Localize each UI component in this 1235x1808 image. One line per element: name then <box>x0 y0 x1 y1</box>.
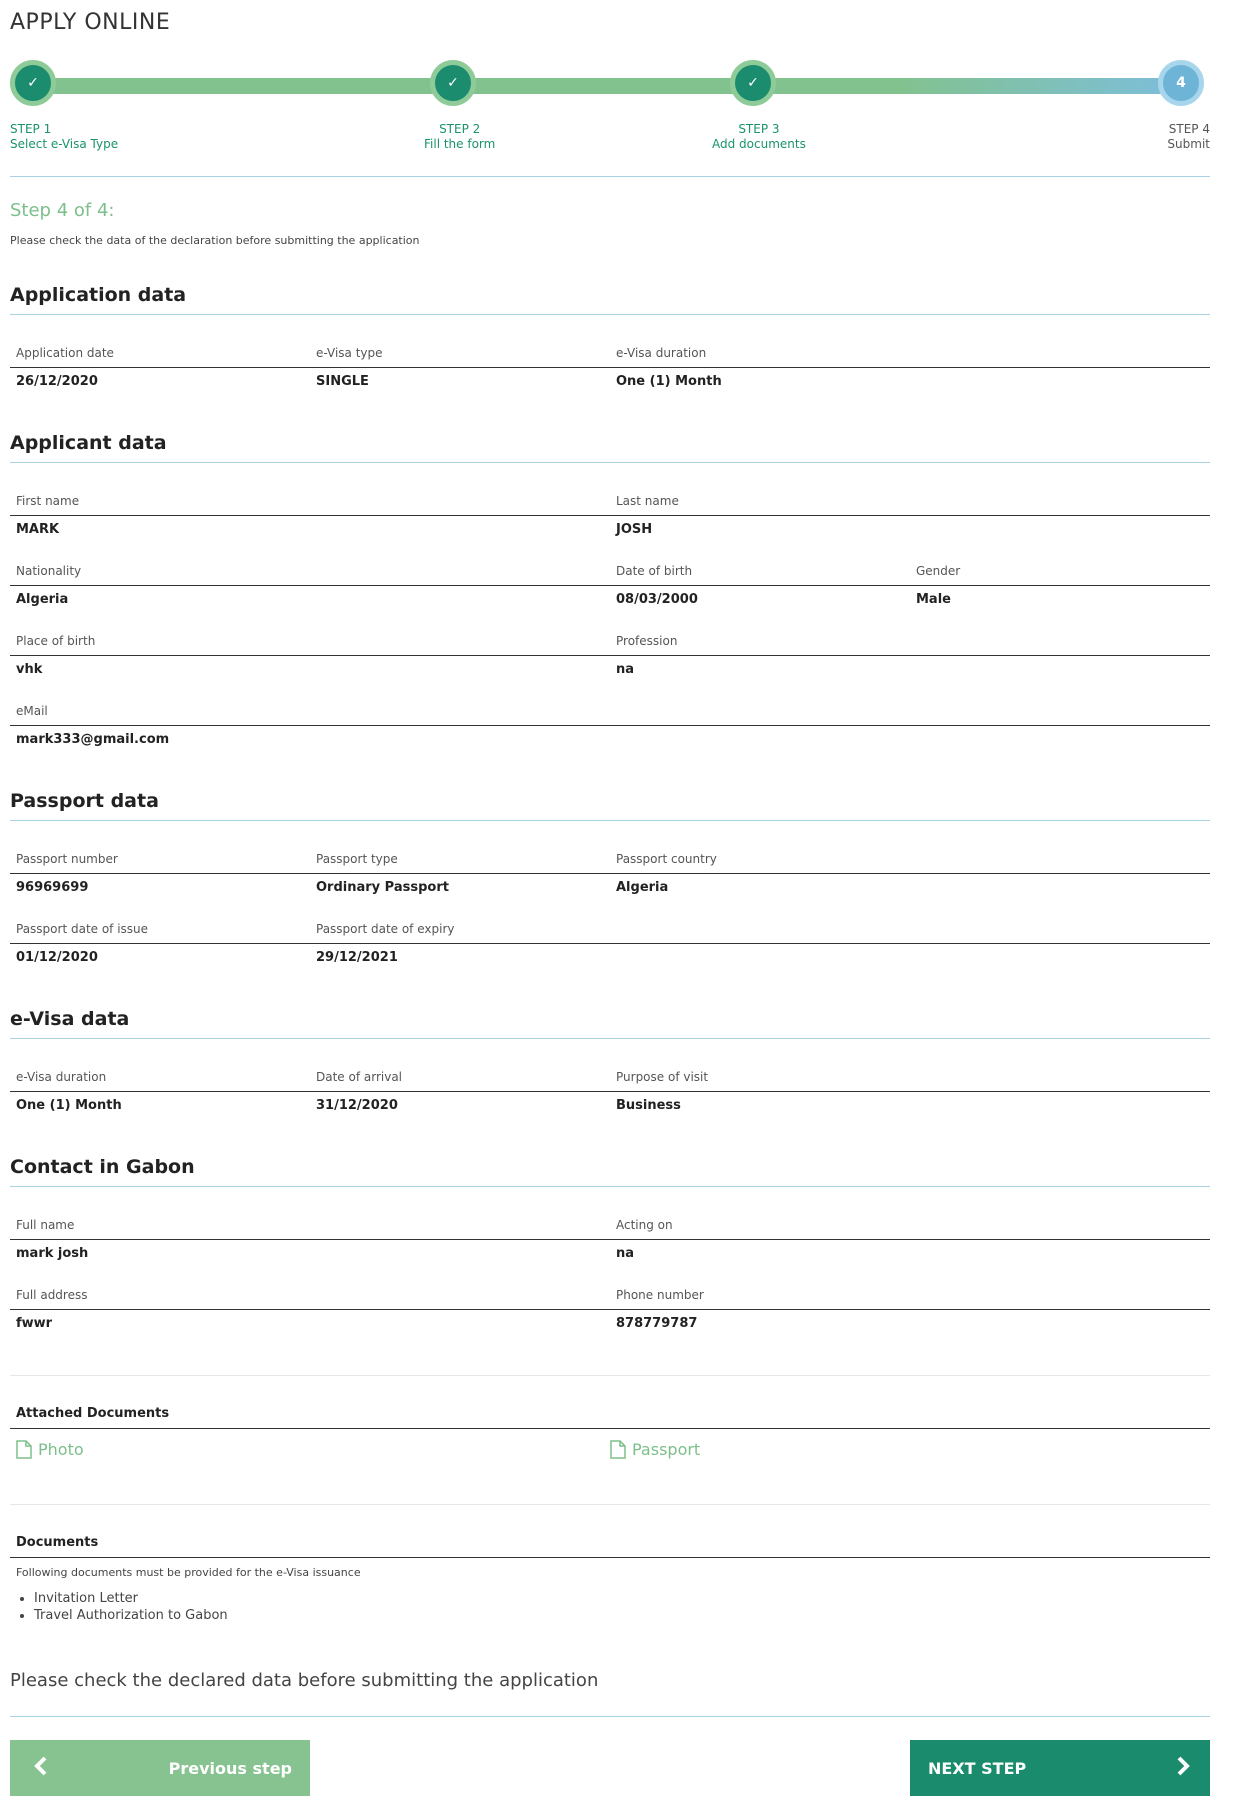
divider <box>10 1504 1210 1505</box>
attached-photo-link[interactable] <box>16 1440 84 1459</box>
passport-data-heading: Passport data <box>10 790 159 812</box>
previous-step-button[interactable] <box>10 1740 310 1796</box>
chevron-left-icon <box>34 1756 48 1780</box>
step-3-circle[interactable] <box>730 60 776 106</box>
first-name-value: MARK <box>16 522 60 537</box>
arrival-date-label: Date of arrival <box>316 1070 403 1084</box>
contact-address-value: fwwr <box>16 1316 53 1331</box>
row-divider <box>10 1239 1210 1240</box>
passport-number-value: 96969699 <box>16 880 89 895</box>
previous-step-label: Previous step <box>168 1758 292 1778</box>
row-divider <box>10 655 1210 656</box>
step-of-heading: Step 4 of 4: <box>10 200 115 221</box>
row-divider <box>10 515 1210 516</box>
visa-duration-label: e-Visa duration <box>616 346 707 360</box>
file-icon <box>610 1440 626 1459</box>
passport-number-label: Passport number <box>16 852 118 866</box>
evisa-data-heading: e-Visa data <box>10 1008 130 1030</box>
attached-photo-label: Photo <box>38 1440 84 1459</box>
last-name-value: JOSH <box>616 522 653 537</box>
row-divider <box>10 367 1210 368</box>
section-divider <box>10 314 1210 315</box>
section-divider <box>10 820 1210 821</box>
application-date-value: 26/12/2020 <box>16 374 98 389</box>
application-date-label: Application date <box>16 346 114 360</box>
page-title: APPLY ONLINE <box>10 10 171 35</box>
pob-label: Place of birth <box>16 634 96 648</box>
list-item: • Invitation Letter <box>34 1590 228 1607</box>
step-4-label: STEP 4 Submit <box>1167 122 1210 151</box>
documents-heading: Documents <box>16 1535 99 1550</box>
email-value: mark333@gmail.com <box>16 732 170 747</box>
step-progress <box>10 60 1210 170</box>
step-2-circle[interactable] <box>430 60 476 106</box>
passport-expiry-value: 29/12/2021 <box>316 950 398 965</box>
row-divider <box>10 1557 1210 1558</box>
attached-passport-label: Passport <box>632 1440 701 1459</box>
applicant-data-heading: Applicant data <box>10 432 167 454</box>
attached-documents-heading: Attached Documents <box>16 1406 170 1421</box>
divider <box>10 1375 1210 1376</box>
passport-country-label: Passport country <box>616 852 717 866</box>
progress-track <box>33 78 1183 94</box>
nationality-label: Nationality <box>16 564 82 578</box>
passport-country-value: Algeria <box>616 880 669 895</box>
pob-value: vhk <box>16 662 43 677</box>
chevron-right-icon <box>1176 1756 1190 1780</box>
passport-expiry-label: Passport date of expiry <box>316 922 455 936</box>
dob-label: Date of birth <box>616 564 693 578</box>
checkmark-icon: ✓ <box>447 75 459 91</box>
attached-passport-link[interactable] <box>610 1440 700 1459</box>
list-item: • Travel Authorization to Gabon <box>34 1607 228 1624</box>
next-step-button[interactable] <box>910 1740 1210 1796</box>
checkmark-icon: ✓ <box>27 75 39 91</box>
required-documents-list <box>16 1590 228 1624</box>
phone-label: Phone number <box>616 1288 704 1302</box>
step-1-circle[interactable] <box>10 60 56 106</box>
email-label: eMail <box>16 704 48 718</box>
acting-on-label: Acting on <box>616 1218 673 1232</box>
next-step-label: NEXT STEP <box>928 1758 1027 1778</box>
row-divider <box>10 1309 1210 1310</box>
acting-on-value: na <box>616 1246 635 1261</box>
documents-note: Following documents must be provided for the e-Visa issuance <box>16 1566 361 1579</box>
row-divider <box>10 873 1210 874</box>
dob-value: 08/03/2000 <box>616 592 698 607</box>
profession-value: na <box>616 662 635 677</box>
nationality-value: Algeria <box>16 592 69 607</box>
row-divider <box>10 943 1210 944</box>
passport-type-value: Ordinary Passport <box>316 880 449 895</box>
first-name-label: First name <box>16 494 80 508</box>
evisa-duration-value: One (1) Month <box>16 1098 122 1113</box>
section-divider <box>10 1716 1210 1717</box>
visa-duration-value: One (1) Month <box>616 374 722 389</box>
passport-issue-value: 01/12/2020 <box>16 950 98 965</box>
visa-type-label: e-Visa type <box>316 346 383 360</box>
contact-name-value: mark josh <box>16 1246 89 1261</box>
gender-value: Male <box>916 592 951 607</box>
contact-address-label: Full address <box>16 1288 88 1302</box>
row-divider <box>10 725 1210 726</box>
divider <box>10 176 1210 177</box>
profession-label: Profession <box>616 634 678 648</box>
passport-issue-label: Passport date of issue <box>16 922 149 936</box>
step-4-number: 4 <box>1176 75 1186 91</box>
arrival-date-value: 31/12/2020 <box>316 1098 398 1113</box>
application-data-heading: Application data <box>10 284 187 306</box>
step-2-label: STEP 2 Fill the form <box>424 122 496 151</box>
passport-type-label: Passport type <box>316 852 398 866</box>
evisa-duration-label: e-Visa duration <box>16 1070 107 1084</box>
contact-heading: Contact in Gabon <box>10 1156 195 1178</box>
visa-type-value: SINGLE <box>316 374 369 389</box>
step-1-label: STEP 1 Select e-Visa Type <box>10 122 119 151</box>
checkmark-icon: ✓ <box>747 75 759 91</box>
purpose-label: Purpose of visit <box>616 1070 709 1084</box>
row-divider <box>10 1428 1210 1429</box>
row-divider <box>10 585 1210 586</box>
phone-value: 878779787 <box>616 1316 698 1331</box>
step-3-label: STEP 3 Add documents <box>712 122 806 151</box>
step-4-circle <box>1158 60 1204 106</box>
contact-name-label: Full name <box>16 1218 75 1232</box>
section-divider <box>10 1186 1210 1187</box>
final-note: Please check the declared data before submitting the application <box>10 1670 599 1691</box>
row-divider <box>10 1091 1210 1092</box>
file-icon <box>16 1440 32 1459</box>
section-divider <box>10 1038 1210 1039</box>
gender-label: Gender <box>916 564 961 578</box>
section-divider <box>10 462 1210 463</box>
purpose-value: Business <box>616 1098 681 1113</box>
intro-note: Please check the data of the declaration before submitting the application <box>10 234 420 247</box>
last-name-label: Last name <box>616 494 679 508</box>
